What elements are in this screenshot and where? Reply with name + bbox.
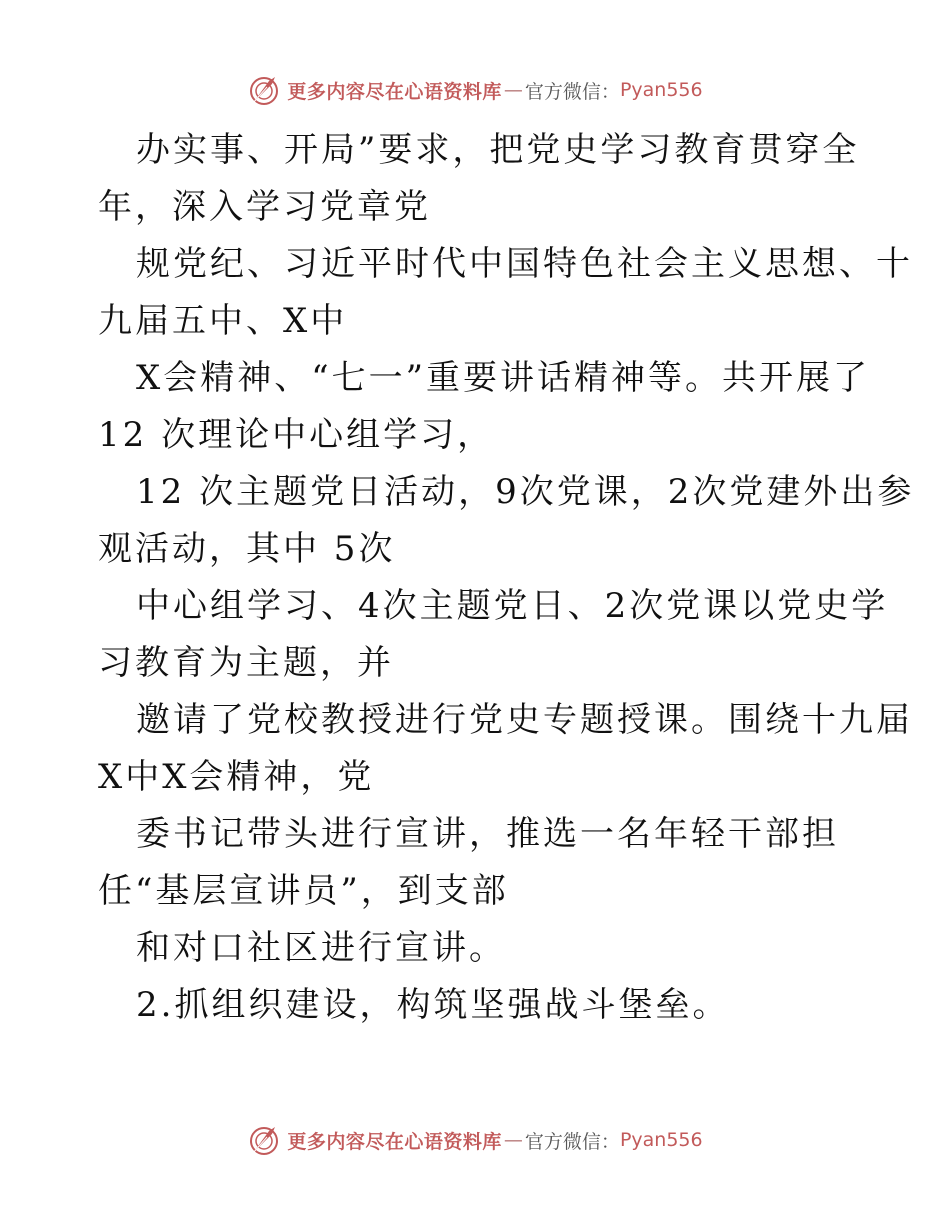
quill-pen-logo-icon [247, 1123, 281, 1157]
text-line: 邀请了党校教授进行党史专题授课。围绕十九届 [136, 700, 913, 740]
text-line: 12 次主题党日活动，9次党课，2次党建外出参 [136, 472, 915, 512]
text-line: 年，深入学习党章党 [98, 187, 431, 227]
quill-pen-logo-icon [247, 73, 281, 107]
text-line: 观活动，其中 5次 [98, 529, 396, 569]
banner-separator: — [503, 1129, 523, 1151]
text-line: X中X会精神，党 [98, 757, 375, 797]
text-line: 12 次理论中心组学习， [98, 415, 495, 455]
header-watermark-banner [0, 70, 950, 110]
text-line: X会精神、“七一”重要讲话精神等。共开展了 [136, 358, 870, 398]
banner-site-text: 更多内容尽在心语资料库 [287, 80, 502, 103]
banner-wechat-id: Pyan556 [619, 1129, 703, 1151]
text-line: 委书记带头进行宣讲，推选一名年轻干部担 [136, 814, 839, 854]
footer-watermark-banner [0, 1120, 950, 1160]
banner-wechat-label: 官方微信： [524, 1130, 620, 1153]
document-body [98, 122, 915, 1034]
text-line: 九届五中、X中 [98, 301, 348, 341]
section-heading-line: 2.抓组织建设，构筑坚强战斗堡垒。 [136, 985, 730, 1025]
banner-separator: — [503, 79, 523, 101]
text-line: 中心组学习、4次主题党日、2次党课以党史学 [136, 586, 889, 626]
banner-site-text: 更多内容尽在心语资料库 [287, 1130, 502, 1153]
text-line: 规党纪、习近平时代中国特色社会主义思想、十 [136, 244, 913, 284]
text-line: 习教育为主题，并 [98, 643, 394, 683]
banner-wechat-label: 官方微信： [524, 80, 620, 103]
text-line: 任“基层宣讲员”，到支部 [98, 871, 509, 911]
text-line: 办实事、开局”要求，把党史学习教育贯穿全 [136, 130, 860, 170]
text-line: 和对口社区进行宣讲。 [136, 928, 506, 968]
banner-wechat-id: Pyan556 [619, 79, 703, 101]
